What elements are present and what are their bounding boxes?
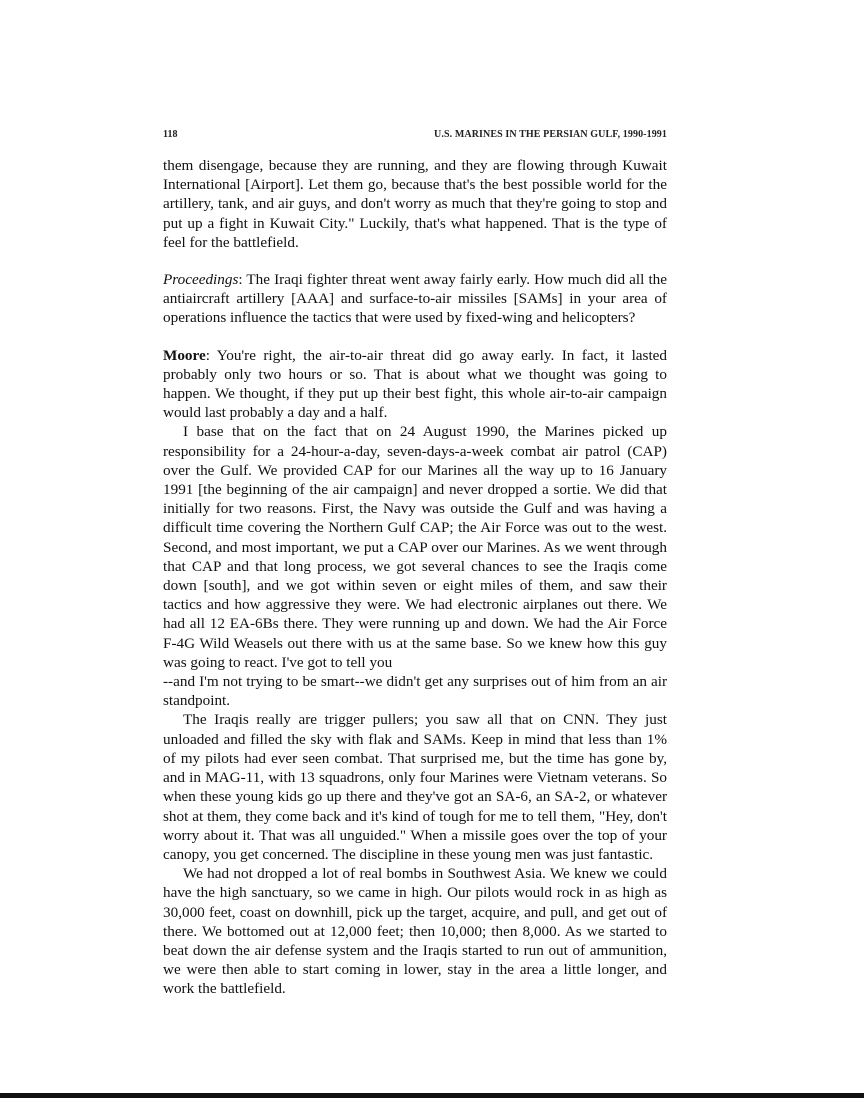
speaker-moore: Moore (163, 346, 206, 364)
paragraph-2-text: : The Iraqi fighter threat went away fairly early. How much did all the antiaircraft artillery [AAA] and surface-to-air missiles [SAMs] in your area of operations influence the tactics that were used by fixed-wing and helicopters? (163, 271, 667, 327)
speaker-proceedings: Proceedings (163, 271, 239, 289)
body-text (163, 156, 667, 999)
running-header (163, 129, 667, 143)
paragraph-5: The Iraqis really are trigger pullers; you saw all that on CNN. They just unloaded and filled the sky with flak and SAMs. Keep in mind that less than 1% of my pilots had ever seen combat. That surprised me, but the time has gone by, and in MAG-11, with 13 squadrons, only four Marines were Vietnam veterans. So when these young kids go up there and they've got an SA-6, an SA-2, or whatever shot at them, they come back and it's kind of tough for me to tell them, "Hey, don't worry about it. That was all unguided." When a missile goes over the top of your canopy, you get concerned. The discipline in these young men was just fantastic. (163, 711, 667, 863)
running-title: U.S. MARINES IN THE PERSIAN GULF, 1990-1991 (434, 129, 667, 140)
paragraph-1: them disengage, because they are running, and they are flowing through Kuwait International [Airport]. Let them go, because that's the best possible world for the artillery, tank, and air guys, and don't worry as much that they're going to stop and put up a fight in Kuwait City." Luckily, that's what happened. That is the type of feel for the battlefield. (163, 157, 667, 251)
paragraph-3 (163, 346, 667, 423)
page-number: 118 (163, 129, 178, 140)
paragraph-3-text: : You're right, the air-to-air threat did go away early. In fact, it lasted probably only two hours or so. That is about what we thought was going to happen. We thought, if they put up their best fight, this whole air-to-air campaign would last probably a day and a half. (163, 346, 667, 422)
paragraph-2 (163, 270, 667, 328)
paragraph-6: We had not dropped a lot of real bombs in Southwest Asia. We knew we could have the high sanctuary, so we came in high. Our pilots would rock in as high as 30,000 feet, coast on downhill, pick up the target, acquire, and pull, and get out of there. We bottomed out at 12,000 feet; then 10,000; then 8,000. As we started to beat down the air defense system and the Iraqis started to run out of ammunition, we were then able to start coming in lower, stay in the area a little longer, and work the battlefield. (163, 865, 667, 998)
paragraph-4-continued: --and I'm not trying to be smart--we didn't get any surprises out of him from an air standpoint. (163, 673, 667, 710)
paragraph-4: I base that on the fact that on 24 August 1990, the Marines picked up responsibility for a 24-hour-a-day, seven-days-a-week combat air patrol (CAP) over the Gulf. We provided CAP for our Marines all the way up to 16 January 1991 [the beginning of the air campaign] and never dropped a sortie. We did that initially for two reasons. First, the Navy was outside the Gulf and was having a difficult time covering the Northern Gulf CAP; the Air Force was out to the west. Second, and most important, we put a CAP over our Marines. As we went through that CAP and that long process, we got several chances to see the Iraqis come down [south], and we got within seven or eight miles of them, and saw their tactics and how aggressive they were. We had electronic airplanes out there. We had all 12 EA-6Bs there. They were running up and down. We had the Air Force F-4G Wild Weasels out there with us at the same base. So we knew how this guy was going to react. I've got to tell you (163, 423, 667, 671)
bottom-rule (0, 1093, 864, 1098)
